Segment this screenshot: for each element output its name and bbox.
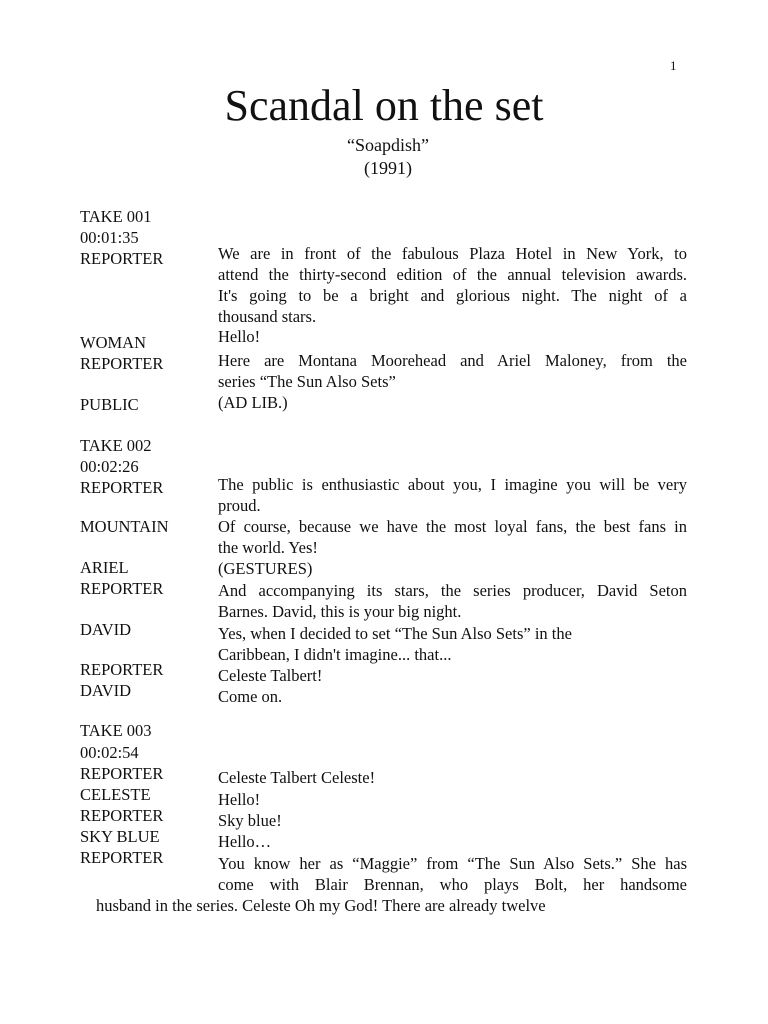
dialogue-line: Of course, because we have the most loyal fans, the best fans in	[218, 517, 687, 536]
dialogue-line: come with Blair Brennan, who plays Bolt, her handsome	[218, 875, 687, 894]
dialogue-line: Come on.	[218, 687, 283, 706]
speaker-label: REPORTER	[80, 249, 164, 268]
dialogue-line: thousand stars.	[218, 307, 317, 326]
speaker-label: REPORTER	[80, 764, 164, 783]
dialogue-line: And accompanying its stars, the series producer, David Seton	[218, 581, 687, 600]
take-label: TAKE 001	[80, 207, 152, 226]
speaker-label: SKY BLUE	[80, 827, 160, 846]
dialogue-line: You know her as “Maggie” from “The Sun Also Sets.” She has	[218, 854, 687, 873]
timecode: 00:02:54	[80, 743, 139, 762]
dialogue-line: Barnes. David, this is your big night.	[218, 602, 462, 621]
take-label: TAKE 002	[80, 436, 152, 455]
speaker-label: REPORTER	[80, 660, 164, 679]
dialogue-line: Hello…	[218, 832, 272, 851]
dialogue-line: The public is enthusiastic about you, I imagine you will be very	[218, 475, 687, 494]
dialogue-line: (GESTURES)	[218, 559, 313, 578]
dialogue-line: (AD LIB.)	[218, 393, 288, 412]
speaker-label: REPORTER	[80, 579, 164, 598]
speaker-label: DAVID	[80, 620, 132, 639]
dialogue-block	[218, 474, 687, 516]
dialogue-block	[218, 623, 687, 665]
speaker-label: REPORTER	[80, 848, 164, 867]
dialogue-line: the world. Yes!	[218, 538, 318, 557]
speaker-label: PUBLIC	[80, 395, 139, 414]
dialogue-block	[218, 350, 687, 392]
dialogue-line: Celeste Talbert Celeste!	[218, 768, 376, 787]
speaker-label: REPORTER	[80, 354, 164, 373]
film-title: “Soapdish”	[347, 135, 429, 155]
dialogue-line: husband in the series. Celeste Oh my God! There are already twelve	[96, 896, 546, 915]
dialogue-line: Hello!	[218, 327, 261, 346]
speaker-label: ARIEL	[80, 558, 129, 577]
dialogue-line: Celeste Talbert!	[218, 666, 323, 685]
dialogue-block	[218, 853, 687, 895]
speaker-label: REPORTER	[80, 478, 164, 497]
dialogue-block	[218, 516, 687, 558]
speaker-label: REPORTER	[80, 806, 164, 825]
dialogue-line: proud.	[218, 496, 261, 515]
dialogue-line: Yes, when I decided to set “The Sun Also Sets” in the	[218, 624, 572, 643]
page-title: Scandal on the set	[224, 81, 544, 130]
speaker-label: WOMAN	[80, 333, 146, 352]
page-number: 1	[670, 58, 677, 73]
dialogue-line: Here are Montana Moorehead and Ariel Maloney, from the	[218, 351, 687, 370]
dialogue-line: Sky blue!	[218, 811, 282, 830]
speaker-label: MOUNTAIN	[80, 517, 169, 536]
speaker-label: CELESTE	[80, 785, 151, 804]
dialogue-line: attend the thirty-second edition of the annual television awards.	[218, 265, 687, 284]
dialogue-line: Caribbean, I didn't imagine... that...	[218, 645, 452, 664]
take-label: TAKE 003	[80, 721, 152, 740]
dialogue-line: We are in front of the fabulous Plaza Hotel in New York, to	[218, 244, 687, 263]
dialogue-line: It's going to be a bright and glorious night. The night of a	[218, 286, 687, 305]
film-year: (1991)	[364, 158, 412, 178]
timecode: 00:02:26	[80, 457, 139, 476]
speaker-label: DAVID	[80, 681, 132, 700]
dialogue-line: Hello!	[218, 790, 261, 809]
dialogue-line: series “The Sun Also Sets”	[218, 372, 396, 391]
dialogue-block	[218, 580, 687, 622]
dialogue-block	[218, 243, 687, 327]
timecode: 00:01:35	[80, 228, 139, 247]
